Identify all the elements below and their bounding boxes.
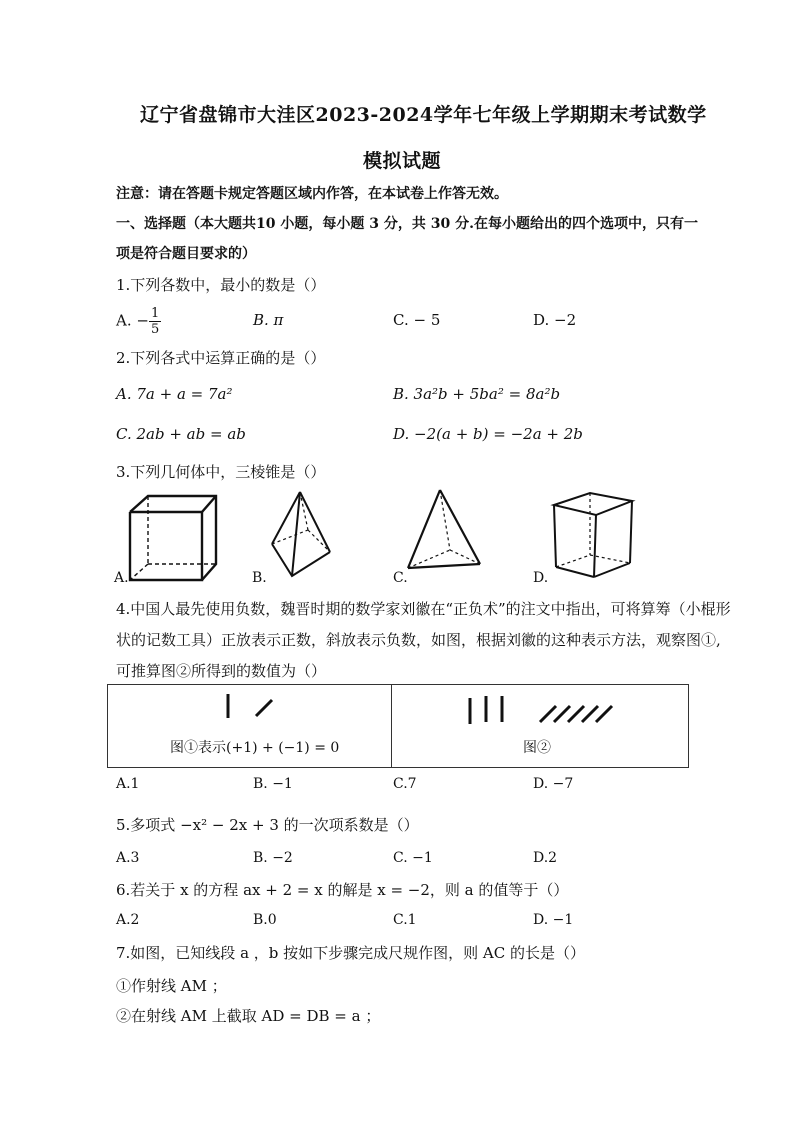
q4-figure-divider <box>391 684 392 767</box>
q1-option-b: B. π <box>253 311 284 329</box>
q3-figure-a-prism <box>120 494 220 584</box>
q2-stem: 2.下列各式中运算正确的是（） <box>116 349 326 367</box>
q1-option-a <box>116 306 161 337</box>
q7-step2: ②在射线 AM 上截取 AD = DB = a ； <box>116 1007 381 1025</box>
q6-option-c: C.1 <box>393 912 417 928</box>
q3-option-b: B. <box>252 570 267 586</box>
q3-figure-d-triangular-prism <box>550 491 640 581</box>
q7-step1: ①作射线 AM ； <box>116 977 227 995</box>
q1-option-d: D. −2 <box>533 311 577 329</box>
q3-figure-c-triangular-pyramid <box>404 488 486 580</box>
page-subtitle: 模拟试题 <box>363 150 442 172</box>
q4-option-a: A.1 <box>116 776 140 792</box>
q5-stem: 5.多项式 −x² − 2x + 3 的一次项系数是（） <box>116 816 419 834</box>
q1-stem: 1.下列各数中，最小的数是（） <box>116 276 326 294</box>
q5-option-a: A.3 <box>116 850 140 866</box>
q4-stem-line2: 状的记数工具）正放表示正数，斜放表示负数，如图，根据刘徽的这种表示方法，观察图①, <box>116 631 721 649</box>
q4-option-d: D. −7 <box>533 776 574 792</box>
q3-option-c: C. <box>393 570 408 586</box>
section-heading-cont: 项是符合题目要求的） <box>116 246 256 262</box>
q3-option-a: A. <box>114 570 129 586</box>
q5-option-d: D.2 <box>533 850 558 866</box>
section-heading: 一、选择题（本大题共10 小题，每小题 3 分，共 30 分.在每小题给出的四个选项中，只有一 <box>116 216 698 232</box>
q4-option-b: B. −1 <box>253 776 293 792</box>
q5-option-c: C. −1 <box>393 850 433 866</box>
q6-option-b: B.0 <box>253 912 277 928</box>
q1-fraction-den: 5 <box>150 322 160 337</box>
q1-option-c: C. − 5 <box>393 311 441 329</box>
q1-fraction <box>149 306 161 337</box>
q6-stem: 6.若关于 x 的方程 ax + 2 = x 的解是 x = −2，则 a 的值等于（） <box>116 881 569 899</box>
q2-option-a: A. 7a + a = 7a² <box>116 385 233 403</box>
q2-option-c: C. 2ab + ab = ab <box>116 425 246 443</box>
q3-stem: 3.下列几何体中，三棱锥是（） <box>116 463 326 481</box>
q1-fraction-num: 1 <box>150 306 160 321</box>
q2-option-d: D. −2(a + b) = −2a + 2b <box>393 425 583 443</box>
q7-stem: 7.如图，已知线段 a ，b 按如下步骤完成尺规作图，则 AC 的长是（） <box>116 944 586 962</box>
q6-option-d: D. −1 <box>533 912 574 928</box>
q4-option-c: C.7 <box>393 776 417 792</box>
q2-option-b: B. 3a²b + 5ba² = 8a²b <box>393 385 561 403</box>
q4-fig1-counting-rods <box>222 692 282 722</box>
q4-fig1-caption: 图①表示(+1) + (−1) = 0 <box>170 740 340 756</box>
q3-option-d: D. <box>533 570 549 586</box>
q3-figure-b-square-pyramid <box>268 490 348 582</box>
exam-notice: 注意：请在答题卡规定答题区域内作答，在本试卷上作答无效。 <box>116 186 508 202</box>
q1-option-a-prefix: A. − <box>116 311 149 330</box>
page-title: 辽宁省盘锦市大洼区2023-2024学年七年级上学期期末考试数学 <box>140 104 707 126</box>
q6-option-a: A.2 <box>116 912 140 928</box>
q4-fig2-caption: 图② <box>523 740 551 756</box>
q4-stem-line1: 4.中国人最先使用负数，魏晋时期的数学家刘徽在“正负术”的注文中指出，可将算筹（小棍形 <box>116 600 731 618</box>
q4-fig2-counting-rods <box>462 694 622 728</box>
q5-option-b: B. −2 <box>253 850 293 866</box>
q4-stem-line3: 可推算图②所得到的数值为（） <box>116 662 327 680</box>
